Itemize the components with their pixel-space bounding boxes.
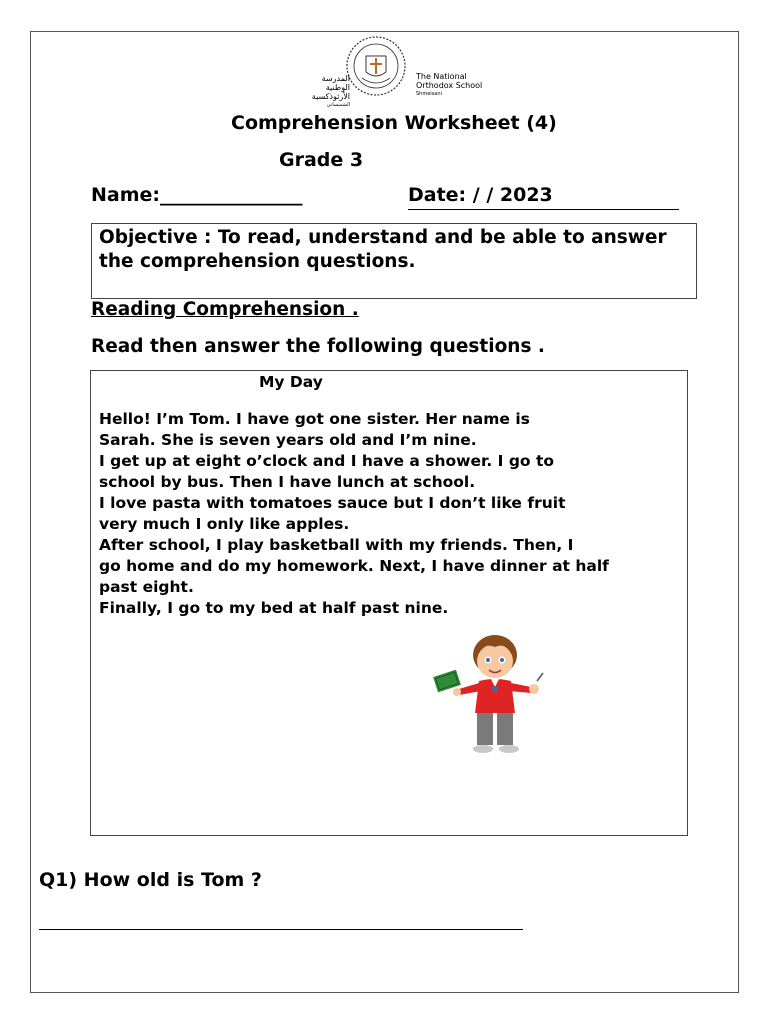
name-date-row — [91, 184, 679, 206]
story-line: go home and do my homework. Next, I have dinner at half — [99, 557, 609, 575]
story-text — [99, 409, 684, 619]
worksheet-title: Comprehension Worksheet (4) — [231, 112, 557, 134]
date-underline — [408, 209, 679, 210]
story-title: My Day — [259, 373, 323, 391]
answer-line[interactable] — [39, 929, 523, 930]
story-line: school by bus. Then I have lunch at school. — [99, 473, 476, 491]
story-box — [90, 370, 688, 836]
story-line: Sarah. She is seven years old and I’m nine. — [99, 431, 477, 449]
logo-english-text: The National Orthodox School Shmeisani — [416, 72, 483, 97]
story-line: I love pasta with tomatoes sauce but I don’t like fruit — [99, 494, 566, 512]
school-logo — [290, 34, 490, 108]
story-line: After school, I play basketball with my friends. Then, I — [99, 536, 574, 554]
story-line: I get up at eight o’clock and I have a shower. I go to — [99, 452, 555, 470]
boy-illustration-icon — [423, 629, 563, 764]
grade-label: Grade 3 — [279, 149, 364, 171]
story-line: Hello! I’m Tom. I have got one sister. Her name is — [99, 410, 530, 428]
story-line: Finally, I go to my bed at half past nine. — [99, 599, 449, 617]
story-line: past eight. — [99, 578, 194, 596]
reading-heading: Reading Comprehension . — [91, 299, 359, 320]
story-line: very much I only like apples. — [99, 515, 350, 533]
reading-instruction: Read then answer the following questions . — [91, 336, 545, 357]
question-1: Q1) How old is Tom ? — [39, 869, 262, 891]
logo-arabic-text: المدرسة الوطنية الأرثوذكسية الشميساني — [311, 74, 350, 108]
objective-box: Objective : To read, understand and be able to answer the comprehension questions. — [91, 223, 697, 299]
name-field[interactable]: Name:_______________ — [91, 184, 303, 206]
date-field[interactable]: Date: / / 2023 — [408, 184, 553, 206]
